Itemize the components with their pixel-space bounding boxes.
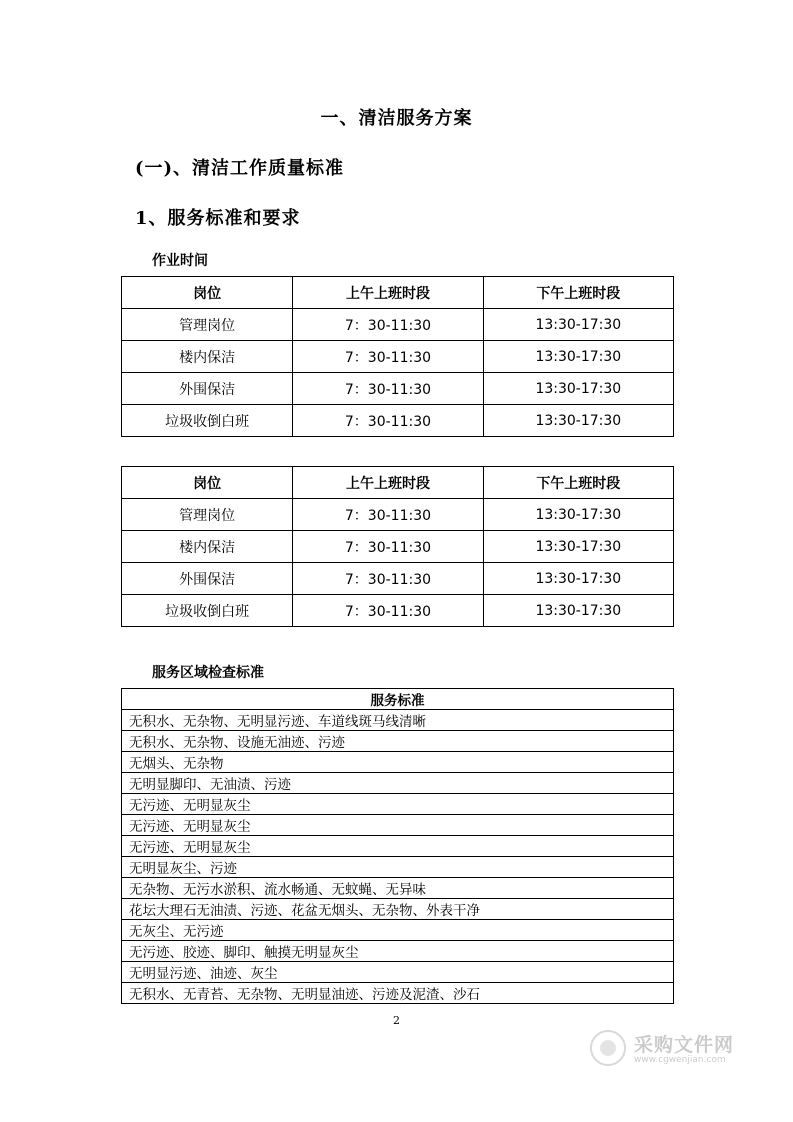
table-cell: 无污迹、无明显灰尘 <box>122 815 674 836</box>
table-cell: 无明显污迹、油迹、灰尘 <box>122 962 674 983</box>
header-cell: 下午上班时段 <box>483 467 673 499</box>
table-row <box>122 899 674 920</box>
table-row <box>122 731 674 752</box>
table-row <box>122 710 674 731</box>
table-cell: 楼内保洁 <box>122 341 293 373</box>
table-cell: 7：30-11:30 <box>293 531 483 563</box>
table-cell: 无污迹、胶迹、脚印、触摸无明显灰尘 <box>122 941 674 962</box>
table-cell: 管理岗位 <box>122 309 293 341</box>
table-cell: 无污迹、无明显灰尘 <box>122 794 674 815</box>
table-cell: 垃圾收倒白班 <box>122 405 293 437</box>
header-cell: 岗位 <box>122 467 293 499</box>
table-row <box>122 752 674 773</box>
table-cell: 7：30-11:30 <box>293 405 483 437</box>
table-row <box>122 962 674 983</box>
table-cell: 管理岗位 <box>122 499 293 531</box>
table-row <box>122 920 674 941</box>
header-cell: 服务标准 <box>122 689 674 710</box>
service-standards-table <box>121 688 674 1004</box>
table-cell: 无积水、无青苔、无杂物、无明显油迹、污迹及泥渣、沙石 <box>122 983 674 1004</box>
table-cell: 7：30-11:30 <box>293 595 483 627</box>
table-row <box>122 563 674 595</box>
table-row <box>122 499 674 531</box>
header-cell: 上午上班时段 <box>293 277 483 309</box>
table-cell: 无杂物、无污水淤积、流水畅通、无蚊蝇、无异味 <box>122 878 674 899</box>
table-row <box>122 373 674 405</box>
table-header-row <box>122 467 674 499</box>
schedule-table-1 <box>121 276 674 437</box>
table-row <box>122 857 674 878</box>
work-time-caption: 作业时间 <box>152 253 208 269</box>
table-row <box>122 815 674 836</box>
table-cell: 外围保洁 <box>122 563 293 595</box>
table-cell: 无积水、无杂物、设施无油迹、污迹 <box>122 731 674 752</box>
watermark-url: www.cgwenjian.com <box>634 1055 726 1065</box>
table-cell: 13:30-17:30 <box>483 341 673 373</box>
watermark-name: 采购文件网 <box>634 1034 735 1056</box>
table-cell: 无烟头、无杂物 <box>122 752 674 773</box>
table-cell: 13:30-17:30 <box>483 499 673 531</box>
table-row <box>122 983 674 1004</box>
table-cell: 无污迹、无明显灰尘 <box>122 836 674 857</box>
table-cell: 13:30-17:30 <box>483 309 673 341</box>
table-header-row <box>122 689 674 710</box>
table-row <box>122 794 674 815</box>
table-row <box>122 836 674 857</box>
table-cell: 13:30-17:30 <box>483 373 673 405</box>
table-cell: 花坛大理石无油渍、污迹、花盆无烟头、无杂物、外表干净 <box>122 899 674 920</box>
table-cell: 垃圾收倒白班 <box>122 595 293 627</box>
header-cell: 岗位 <box>122 277 293 309</box>
header-cell: 上午上班时段 <box>293 467 483 499</box>
subsection-title: (一)、清洁工作质量标准 <box>135 158 345 179</box>
table-row <box>122 878 674 899</box>
table-cell: 13:30-17:30 <box>483 595 673 627</box>
table-cell: 13:30-17:30 <box>483 563 673 595</box>
table-cell: 7：30-11:30 <box>293 499 483 531</box>
table-row <box>122 773 674 794</box>
header-cell: 下午上班时段 <box>483 277 673 309</box>
table-header-row <box>122 277 674 309</box>
table-row <box>122 405 674 437</box>
table-cell: 楼内保洁 <box>122 531 293 563</box>
table-cell: 7：30-11:30 <box>293 563 483 595</box>
table-cell: 13:30-17:30 <box>483 531 673 563</box>
table-row <box>122 941 674 962</box>
table-row <box>122 531 674 563</box>
table-row <box>122 595 674 627</box>
table-cell: 13:30-17:30 <box>483 405 673 437</box>
watermark <box>590 1030 750 1070</box>
item-title: 1、服务标准和要求 <box>135 208 301 229</box>
table-row <box>122 309 674 341</box>
inspection-caption: 服务区域检查标准 <box>152 665 264 681</box>
table-cell: 无灰尘、无污迹 <box>122 920 674 941</box>
table-cell: 7：30-11:30 <box>293 341 483 373</box>
page-number: 2 <box>393 1014 400 1027</box>
table-cell: 7：30-11:30 <box>293 309 483 341</box>
table-cell: 无明显灰尘、污迹 <box>122 857 674 878</box>
table-row <box>122 341 674 373</box>
watermark-logo-icon <box>590 1030 626 1066</box>
table-cell: 7：30-11:30 <box>293 373 483 405</box>
table-cell: 外围保洁 <box>122 373 293 405</box>
table-cell: 无明显脚印、无油渍、污迹 <box>122 773 674 794</box>
table-cell: 无积水、无杂物、无明显污迹、车道线斑马线清晰 <box>122 710 674 731</box>
schedule-table-2 <box>121 466 674 627</box>
section-title: 一、清洁服务方案 <box>320 108 473 129</box>
